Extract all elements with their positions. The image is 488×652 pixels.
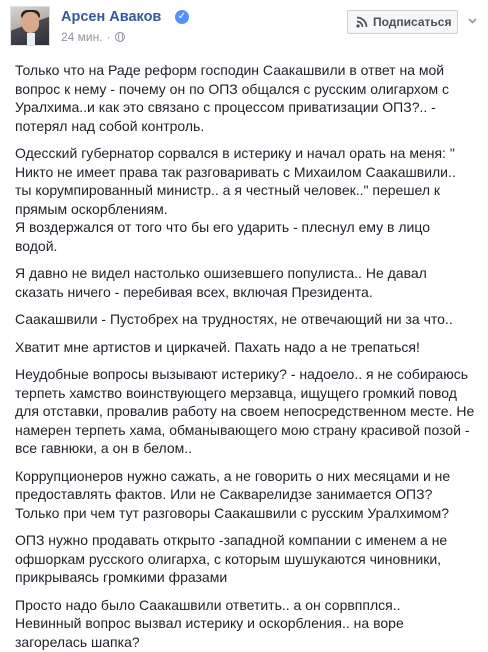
post-text-line: Только при чем тут разговоры Саакашвили с русским Уралхимом? <box>15 504 450 521</box>
post-body <box>15 61 478 652</box>
post-paragraph <box>15 61 478 135</box>
post-text-line: Я давно не видел настолько ошизевшего популиста.. Не давал <box>15 265 427 281</box>
author-avatar[interactable] <box>10 6 50 46</box>
post-meta <box>61 30 125 44</box>
post-text-line: ты корумпированный министр.. а я честный человек.." перешел к <box>15 182 441 198</box>
post-text-line: Саакашвили - Пустобрех на трудностях, не отвечающий ни за что.. <box>15 311 453 327</box>
post-text-line: Коррупционеров нужно сажать, а не говорить о них месяцами и не <box>15 467 451 484</box>
rss-icon <box>356 16 368 28</box>
post-paragraph <box>15 365 478 458</box>
avatar-face <box>22 12 39 33</box>
post-text-line: Одесский губернатор сорвался в истерику и начал орать на меня: " <box>15 145 455 161</box>
post-text-line: Неудобные вопросы вызывают истерику? - надоело.. я не собираюсь <box>15 366 469 382</box>
avatar-shirt <box>27 33 35 46</box>
post-text-line: вопрос к нему - почему он по ОПЗ общался с русским олигархом с <box>15 80 450 97</box>
post-text-line: Только что на Раде реформ господин Саакашвили в ответ на мой <box>15 62 445 78</box>
post-text-line: для отставки, провалив работу на своем непосредственном месте. Не <box>15 403 475 419</box>
post-paragraph <box>15 264 478 301</box>
post-paragraph <box>15 467 478 523</box>
post-text-line: Просто надо было Саакашвили ответить.. а он сорвпплся.. <box>15 596 401 613</box>
verified-badge-icon: ✓ <box>175 10 189 24</box>
globe-icon[interactable] <box>115 32 125 42</box>
post-text-line: намерен терпеть хама, обманывающего мою страну красивой позой - <box>15 421 470 438</box>
post-text-line: Уралхима..и как это связано с процессом приватизации ОПЗ?.. - <box>15 99 436 115</box>
subscribe-button[interactable] <box>347 10 458 34</box>
author-name[interactable]: Арсен Аваков <box>61 9 162 25</box>
subscribe-label: Подписаться <box>373 15 452 29</box>
post-paragraph <box>15 144 478 255</box>
post-text-line: терпеть хамство воинствующего мерзавца, ищущего громкий повод <box>15 384 457 401</box>
post-timestamp[interactable]: 24 мин. <box>61 30 103 44</box>
post-text-line: водой. <box>15 237 58 254</box>
post-text-line: предоставлять фактов. Или не Сакварелидзе занимается ОПЗ? <box>15 486 433 502</box>
post-text-line: прямым оскорблениям. <box>15 200 168 217</box>
post-paragraph <box>15 596 478 652</box>
post-paragraph <box>15 531 478 587</box>
post-text-line: Невинный вопрос вызвал истерику и оскорбления.. на воре <box>15 615 404 631</box>
chevron-down-icon[interactable] <box>468 16 477 25</box>
post-paragraph <box>15 338 478 357</box>
meta-separator: · <box>106 30 111 44</box>
post-text-line: Я воздержался от того что бы его ударить - плеснул ему в лицо <box>15 219 430 235</box>
post-text-line: прикрываясь громкими фразами <box>15 569 228 585</box>
post-text-line: ОПЗ нужно продавать открыто -западной компании с именем а не <box>15 532 448 548</box>
post-text-line: Никто не имеет права так разговаривать с Михаилом Саакашвили.. <box>15 163 456 180</box>
post-text-line: Хватит мне артистов и циркачей. Пахать надо а не трепаться! <box>15 338 420 355</box>
post-text-line: все гавнюки, а он в белом.. <box>15 440 193 456</box>
post-paragraph <box>15 310 478 329</box>
post-text-line: потерял над собой контроль. <box>15 117 205 134</box>
post-header <box>0 0 488 58</box>
post-text-line: загорелась шапка? <box>15 633 140 650</box>
post-text-line: офшоркам русского олигарха, с которым шушукаются чиновники, <box>15 550 442 567</box>
post-text-line: сказать ничего - перебивая всех, включая Президента. <box>15 283 373 300</box>
